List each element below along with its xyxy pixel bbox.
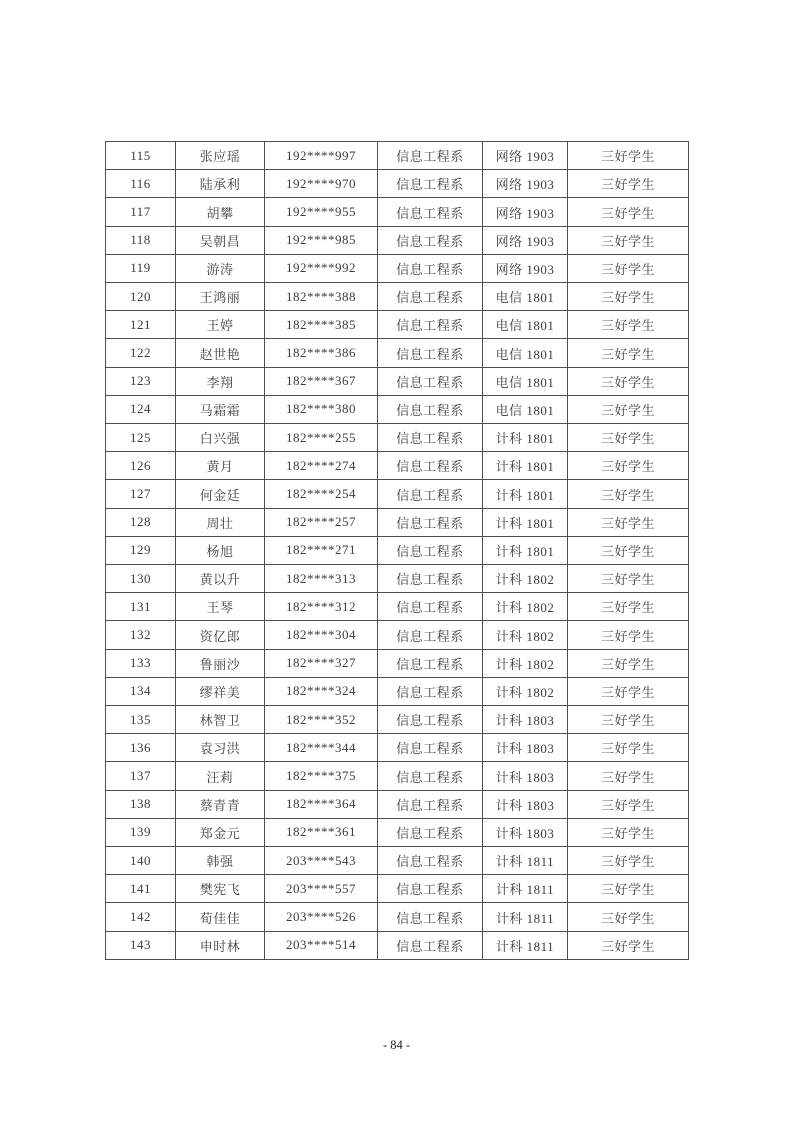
row-index-cell: 140 [106,847,176,875]
row-index-cell: 116 [106,170,176,198]
row-index-cell: 136 [106,734,176,762]
student-name-cell: 林智卫 [176,706,265,734]
award-cell: 三好学生 [568,226,689,254]
table-row [106,395,689,423]
row-index-cell: 129 [106,536,176,564]
row-index-cell: 123 [106,367,176,395]
department-cell: 信息工程系 [378,536,483,564]
student-name-cell: 张应瑶 [176,142,265,170]
table-row [106,649,689,677]
table-row [106,903,689,931]
class-cell: 计科 1801 [483,424,568,452]
row-index-cell: 125 [106,424,176,452]
awards-table-body [106,142,689,960]
student-id-cell: 182****312 [265,593,378,621]
class-cell: 计科 1803 [483,818,568,846]
row-index-cell: 128 [106,508,176,536]
row-index-cell: 117 [106,198,176,226]
class-cell: 计科 1802 [483,621,568,649]
student-id-cell: 182****255 [265,424,378,452]
class-cell: 网络 1903 [483,198,568,226]
award-cell: 三好学生 [568,198,689,226]
row-index-cell: 142 [106,903,176,931]
department-cell: 信息工程系 [378,931,483,959]
class-cell: 计科 1811 [483,875,568,903]
student-name-cell: 何金廷 [176,480,265,508]
award-cell: 三好学生 [568,367,689,395]
class-cell: 计科 1803 [483,734,568,762]
student-id-cell: 203****543 [265,847,378,875]
department-cell: 信息工程系 [378,565,483,593]
row-index-cell: 118 [106,226,176,254]
student-id-cell: 182****386 [265,339,378,367]
department-cell: 信息工程系 [378,677,483,705]
department-cell: 信息工程系 [378,367,483,395]
student-id-cell: 182****375 [265,762,378,790]
table-row [106,847,689,875]
table-row [106,311,689,339]
row-index-cell: 134 [106,677,176,705]
student-id-cell: 203****557 [265,875,378,903]
class-cell: 计科 1803 [483,706,568,734]
award-cell: 三好学生 [568,452,689,480]
student-id-cell: 203****514 [265,931,378,959]
department-cell: 信息工程系 [378,875,483,903]
class-cell: 电信 1801 [483,339,568,367]
student-name-cell: 周壮 [176,508,265,536]
student-name-cell: 郑金元 [176,818,265,846]
award-cell: 三好学生 [568,536,689,564]
department-cell: 信息工程系 [378,649,483,677]
class-cell: 电信 1801 [483,283,568,311]
department-cell: 信息工程系 [378,452,483,480]
student-name-cell: 王婷 [176,311,265,339]
row-index-cell: 122 [106,339,176,367]
student-name-cell: 樊宪飞 [176,875,265,903]
award-cell: 三好学生 [568,847,689,875]
class-cell: 计科 1802 [483,565,568,593]
class-cell: 网络 1903 [483,142,568,170]
class-cell: 计科 1811 [483,903,568,931]
row-index-cell: 121 [106,311,176,339]
student-id-cell: 182****344 [265,734,378,762]
class-cell: 电信 1801 [483,311,568,339]
student-name-cell: 李翔 [176,367,265,395]
class-cell: 计科 1803 [483,762,568,790]
class-cell: 计科 1801 [483,452,568,480]
class-cell: 计科 1801 [483,536,568,564]
student-name-cell: 荀佳佳 [176,903,265,931]
table-row [106,931,689,959]
award-cell: 三好学生 [568,311,689,339]
student-id-cell: 182****380 [265,395,378,423]
table-row [106,339,689,367]
department-cell: 信息工程系 [378,480,483,508]
award-cell: 三好学生 [568,424,689,452]
student-name-cell: 王琴 [176,593,265,621]
row-index-cell: 119 [106,254,176,282]
award-cell: 三好学生 [568,762,689,790]
row-index-cell: 131 [106,593,176,621]
class-cell: 计科 1802 [483,593,568,621]
student-name-cell: 陆承利 [176,170,265,198]
table-row [106,283,689,311]
table-row [106,706,689,734]
award-cell: 三好学生 [568,283,689,311]
student-name-cell: 胡攀 [176,198,265,226]
student-name-cell: 吴朝昌 [176,226,265,254]
class-cell: 网络 1903 [483,226,568,254]
student-name-cell: 缪祥美 [176,677,265,705]
department-cell: 信息工程系 [378,339,483,367]
table-row [106,480,689,508]
student-name-cell: 黄月 [176,452,265,480]
row-index-cell: 132 [106,621,176,649]
award-cell: 三好学生 [568,254,689,282]
row-index-cell: 141 [106,875,176,903]
table-row [106,818,689,846]
class-cell: 计科 1811 [483,847,568,875]
student-id-cell: 182****324 [265,677,378,705]
class-cell: 计科 1801 [483,480,568,508]
student-id-cell: 182****313 [265,565,378,593]
student-id-cell: 182****367 [265,367,378,395]
department-cell: 信息工程系 [378,706,483,734]
department-cell: 信息工程系 [378,903,483,931]
student-id-cell: 192****955 [265,198,378,226]
student-id-cell: 182****385 [265,311,378,339]
department-cell: 信息工程系 [378,424,483,452]
department-cell: 信息工程系 [378,311,483,339]
student-id-cell: 182****352 [265,706,378,734]
student-name-cell: 汪莉 [176,762,265,790]
student-name-cell: 赵世艳 [176,339,265,367]
student-id-cell: 182****271 [265,536,378,564]
award-cell: 三好学生 [568,339,689,367]
student-id-cell: 192****992 [265,254,378,282]
student-name-cell: 资亿郎 [176,621,265,649]
department-cell: 信息工程系 [378,254,483,282]
table-row [106,170,689,198]
student-id-cell: 192****970 [265,170,378,198]
department-cell: 信息工程系 [378,395,483,423]
table-row [106,452,689,480]
award-cell: 三好学生 [568,565,689,593]
award-cell: 三好学生 [568,706,689,734]
student-name-cell: 申时林 [176,931,265,959]
student-name-cell: 蔡青青 [176,790,265,818]
class-cell: 网络 1903 [483,170,568,198]
student-name-cell: 杨旭 [176,536,265,564]
row-index-cell: 120 [106,283,176,311]
student-id-cell: 182****327 [265,649,378,677]
table-row [106,367,689,395]
department-cell: 信息工程系 [378,734,483,762]
table-row [106,198,689,226]
student-name-cell: 游涛 [176,254,265,282]
table-row [106,565,689,593]
student-name-cell: 马霜霜 [176,395,265,423]
award-cell: 三好学生 [568,677,689,705]
table-row [106,790,689,818]
department-cell: 信息工程系 [378,508,483,536]
class-cell: 计科 1802 [483,649,568,677]
row-index-cell: 115 [106,142,176,170]
department-cell: 信息工程系 [378,170,483,198]
student-name-cell: 鲁丽沙 [176,649,265,677]
student-id-cell: 182****257 [265,508,378,536]
student-name-cell: 王鸿丽 [176,283,265,311]
department-cell: 信息工程系 [378,283,483,311]
award-cell: 三好学生 [568,903,689,931]
department-cell: 信息工程系 [378,142,483,170]
award-cell: 三好学生 [568,621,689,649]
table-row [106,424,689,452]
department-cell: 信息工程系 [378,593,483,621]
department-cell: 信息工程系 [378,762,483,790]
award-cell: 三好学生 [568,734,689,762]
award-cell: 三好学生 [568,170,689,198]
award-cell: 三好学生 [568,790,689,818]
class-cell: 电信 1801 [483,395,568,423]
class-cell: 电信 1801 [483,367,568,395]
award-cell: 三好学生 [568,142,689,170]
table-row [106,734,689,762]
table-row [106,677,689,705]
student-id-cell: 192****997 [265,142,378,170]
student-id-cell: 203****526 [265,903,378,931]
student-id-cell: 182****254 [265,480,378,508]
department-cell: 信息工程系 [378,790,483,818]
student-name-cell: 白兴强 [176,424,265,452]
row-index-cell: 138 [106,790,176,818]
student-id-cell: 192****985 [265,226,378,254]
table-row [106,621,689,649]
row-index-cell: 135 [106,706,176,734]
award-cell: 三好学生 [568,508,689,536]
award-cell: 三好学生 [568,395,689,423]
award-cell: 三好学生 [568,931,689,959]
award-cell: 三好学生 [568,818,689,846]
student-id-cell: 182****364 [265,790,378,818]
department-cell: 信息工程系 [378,226,483,254]
table-row [106,508,689,536]
table-row [106,254,689,282]
student-id-cell: 182****304 [265,621,378,649]
row-index-cell: 133 [106,649,176,677]
award-cell: 三好学生 [568,593,689,621]
student-id-cell: 182****361 [265,818,378,846]
student-name-cell: 黄以升 [176,565,265,593]
table-row [106,536,689,564]
class-cell: 计科 1801 [483,508,568,536]
department-cell: 信息工程系 [378,818,483,846]
table-row [106,142,689,170]
class-cell: 网络 1903 [483,254,568,282]
department-cell: 信息工程系 [378,198,483,226]
student-name-cell: 袁习洪 [176,734,265,762]
class-cell: 计科 1802 [483,677,568,705]
class-cell: 计科 1811 [483,931,568,959]
department-cell: 信息工程系 [378,847,483,875]
student-name-cell: 韩强 [176,847,265,875]
student-id-cell: 182****274 [265,452,378,480]
row-index-cell: 124 [106,395,176,423]
page-number: - 84 - [382,1038,411,1052]
award-cell: 三好学生 [568,649,689,677]
department-cell: 信息工程系 [378,621,483,649]
student-awards-table [105,141,689,960]
award-cell: 三好学生 [568,875,689,903]
class-cell: 计科 1803 [483,790,568,818]
row-index-cell: 143 [106,931,176,959]
row-index-cell: 126 [106,452,176,480]
row-index-cell: 139 [106,818,176,846]
table-row [106,875,689,903]
row-index-cell: 130 [106,565,176,593]
table-row [106,226,689,254]
table-row [106,593,689,621]
award-cell: 三好学生 [568,480,689,508]
row-index-cell: 137 [106,762,176,790]
student-id-cell: 182****388 [265,283,378,311]
table-row [106,762,689,790]
row-index-cell: 127 [106,480,176,508]
